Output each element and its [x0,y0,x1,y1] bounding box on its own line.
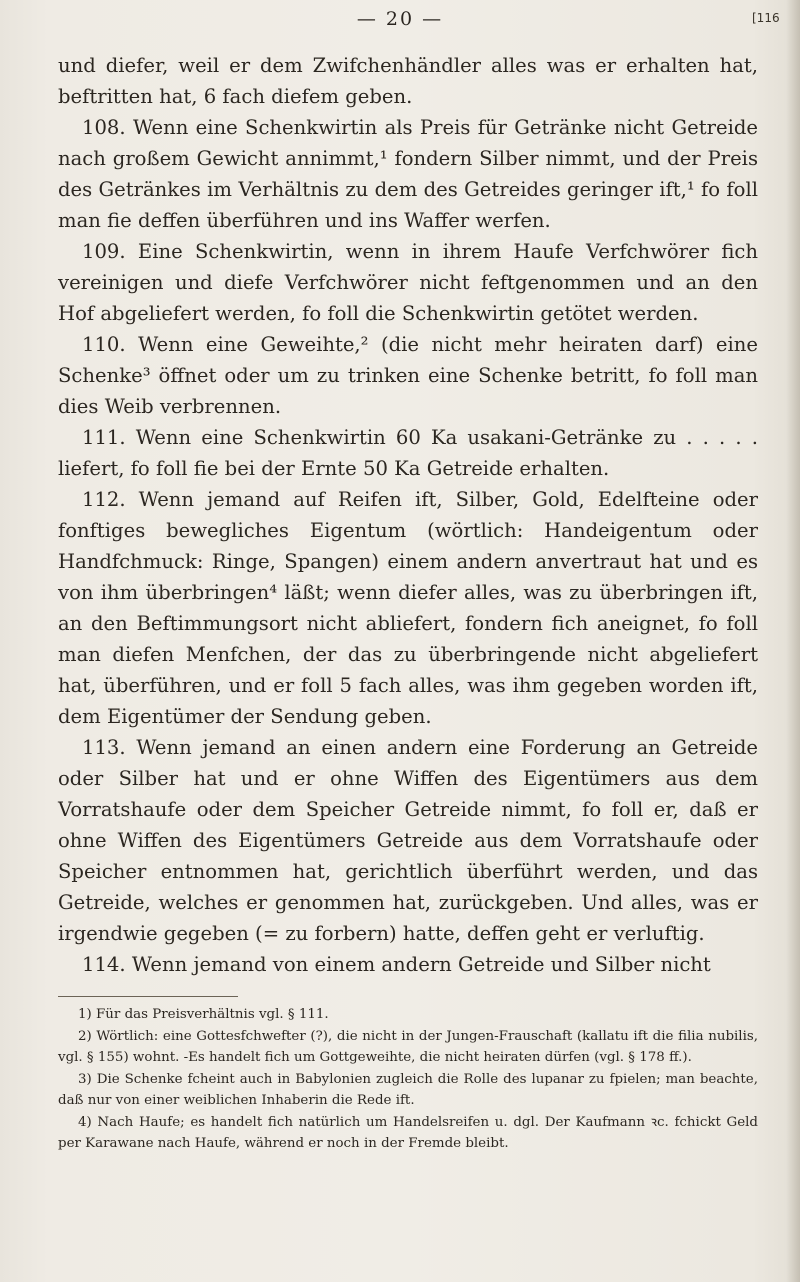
footnote-3: 3) Die Schenke fcheint auch in Babylonien zugleich die Rolle des lupanar zu fpielen; man beachte, daß nur von einer weiblichen Inhaberin die Rede ift. [58,1071,758,1108]
footnote-1: 1) Für das Preisverhältnis vgl. § 111. [78,1007,329,1022]
paragraph-110: 110. Wenn eine Geweihte,² (die nicht mehr heiraten darf) eine Schenke³ öffnet oder um zu trinken eine Schenke betritt, fo foll man dies Weib verbrennen. [58,333,758,418]
paragraph-112: 112. Wenn jemand auf Reifen ift, Silber, Gold, Edelfteine oder fonftiges bewegliches Eigentum (wörtlich: Handeigentum oder Handfchmuck: Ringe, Spangen) einem andern anvertraut hat und es von ihm überbringen⁴ läßt; wenn diefer alles, was zu überbringen ift, an den Beftimmungsort nicht abliefert, fondern fich aneignet, fo foll man diefen Menfchen, der das zu überbringende nicht abgeliefert hat, überführen, und er foll 5 fach alles, was ihm gegeben worden ift, dem Eigentümer der Sendung geben. [58,488,758,728]
main-text [58,50,758,980]
paragraph-109: 109. Eine Schenkwirtin, wenn in ihrem Haufe Verfchwörer fich vereinigen und diefe Verfchwörer nicht feftgenommen und an den Hof abgeliefert werden, fo foll die Schenkwirtin getötet werden. [58,240,758,325]
footnote-4: 4) Nach Haufe; es handelt fich natürlich um Handelsreifen u. dgl. Der Kaufmann ꝛc. fchickt Geld per Karawane nach Haufe, während er noch in der Fremde bleibt. [58,1114,758,1151]
paragraph-114: 114. Wenn jemand von einem andern Getreide und Silber nicht [82,953,711,976]
footnote-divider [58,996,238,997]
paragraph-111: 111. Wenn eine Schenkwirtin 60 Ka usakani-Getränke zu . . . . . liefert, fo foll fie bei der Ernte 50 Ka Getreide erhalten. [58,426,758,480]
footnote-2: 2) Wörtlich: eine Gottesfchwefter (?), die nicht in der Jungen-Frauschaft (kallatu ift die filia nubilis, vgl. § 155) wohnt. -Es handelt fich um Gottgeweihte, die nicht heiraten dürfen (vgl. § 178 ff.). [58,1028,758,1065]
paragraph-continuation: und diefer, weil er dem Zwifchenhändler alles was er erhalten hat, beftritten hat, 6 fach diefem geben. [58,54,758,108]
original-page-marker: [116 [752,11,780,25]
footnotes [58,1004,758,1155]
page-header [0,8,800,34]
paragraph-113: 113. Wenn jemand an einen andern eine Forderung an Getreide oder Silber hat und er ohne Wiffen des Eigentümers aus dem Vorratshaufe oder dem Speicher Getreide nimmt, fo foll er, daß er ohne Wiffen des Eigentümers Getreide aus dem Vorratshaufe oder Speicher entnommen hat, gerichtlich überführt werden, und das Getreide, welches er genommen hat, zurückgeben. Und alles, was er irgendwie gegeben (= zu forbern) hatte, deffen geht er verluftig. [58,736,758,945]
page-edge-shadow [786,0,800,1282]
paragraph-108: 108. Wenn eine Schenkwirtin als Preis für Getränke nicht Getreide nach großem Gewicht annimmt,¹ fondern Silber nimmt, und der Preis des Getränkes im Verhältnis zu dem des Getreides geringer ift,¹ fo foll man fie deffen überführen und ins Waffer werfen. [58,116,758,232]
page-number: — 20 — [356,8,444,30]
